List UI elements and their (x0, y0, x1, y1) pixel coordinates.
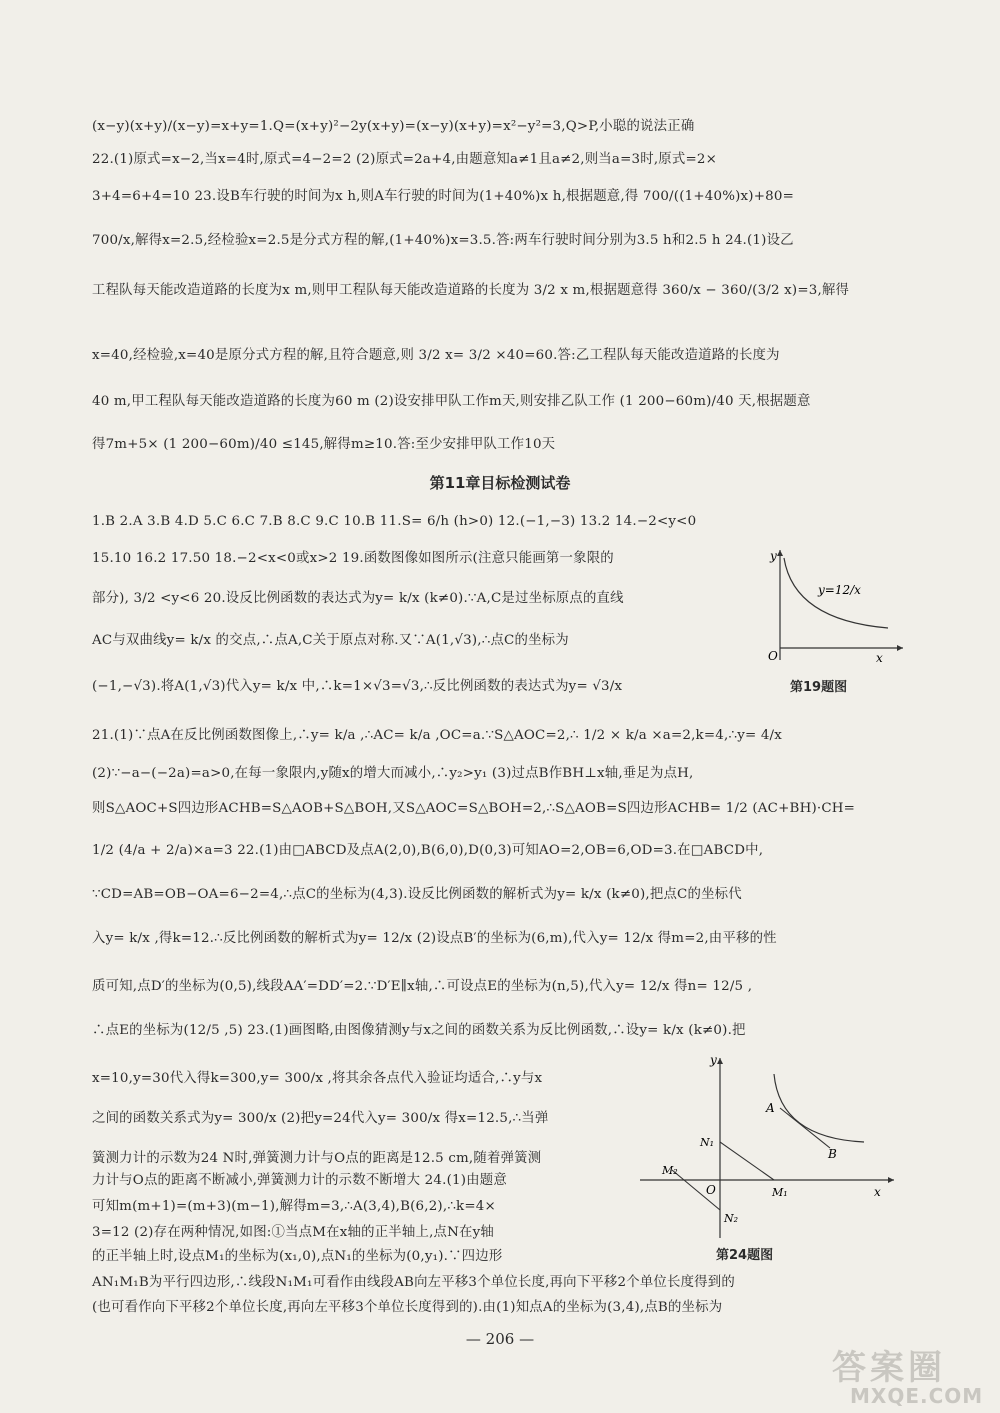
text-line: 40 m,甲工程队每天能改造道路的长度为60 m (2)设安排甲队工作m天,则安排乙队工作 (1 200−60m)/40 天,根据题意 (92, 394, 811, 409)
text-line: 3+4=6+4=10 23.设B车行驶的时间为x h,则A车行驶的时间为(1+40%)x h,根据题意,得 700/((1+40%)x)+80= (92, 189, 795, 204)
text-line: 的正半轴上时,设点M₁的坐标为(x₁,0),点N₁的坐标为(0,y₁).∵四边形 (92, 1249, 503, 1264)
text-line: (−1,−√3).将A(1,√3)代入y= k/x 中,∴k=1×√3=√3,∴反比例函数的表达式为y= √3/x (92, 679, 623, 694)
watermark-text: 答案圈 (832, 1348, 946, 1388)
y-axis-label: y (710, 1053, 717, 1067)
point-b-label: B (828, 1147, 837, 1161)
segment-n1m1 (720, 1142, 774, 1180)
figure-19-caption: 第19题图 (790, 680, 848, 695)
watermark-logo (810, 1340, 990, 1408)
text-line: 可知m(m+1)=(m+3)(m−1),解得m=3,∴A(3,4),B(6,2),∴k=4× (92, 1199, 496, 1214)
text-line: x=10,y=30代入得k=300,y= 300/x ,将其余各点代入验证均适合,∴y与x (92, 1071, 543, 1086)
figure-19 (758, 548, 908, 668)
text-line: 21.(1)∵点A在反比例函数图像上,∴y= k/a ,∴AC= k/a ,OC=a.∵S△AOC=2,∴ 1/2 × k/a ×a=2,k=4,∴y= 4/x (92, 728, 783, 743)
origin-label: O (768, 649, 778, 663)
point-m1-label: M₁ (772, 1186, 788, 1199)
point-m2-label: M₂ (662, 1164, 678, 1177)
text-line: AN₁M₁B为平行四边形,∴线段N₁M₁可看作由线段AB向左平移3个单位长度,再向下平移2个单位长度得到的 (92, 1275, 735, 1290)
y-axis-arrow (717, 1058, 723, 1064)
text-line: 之间的函数关系式为y= 300/x (2)把y=24代入y= 300/x 得x=12.5,∴当弹 (92, 1111, 549, 1126)
text-line: ∴点E的坐标为(12/5 ,5) 23.(1)画图略,由图像猜测y与x之间的函数关系为反比例函数,∴设y= k/x (k≠0).把 (92, 1023, 746, 1038)
text-line: 3=12 (2)存在两种情况,如图:①当点M在x轴的正半轴上,点N在y轴 (92, 1225, 494, 1240)
x-axis-arrow (897, 645, 903, 651)
x-axis-label: x (874, 1185, 881, 1199)
text-line: (x−y)(x+y)/(x−y)=x+y=1.Q=(x+y)²−2y(x+y)=(x−y)(x+y)=x²−y²=3,Q>P,小聪的说法正确 (92, 119, 695, 134)
y-axis-label: y (770, 549, 777, 563)
text-line: 质可知,点D′的坐标为(0,5),线段AA′=DD′=2.∵D′E∥x轴,∴可设点E的坐标为(n,5),代入y= 12/x 得n= 12/5 , (92, 979, 753, 994)
text-line: 1.B 2.A 3.B 4.D 5.C 6.C 7.B 8.C 9.C 10.B 11.S= 6/h (h>0) 12.(−1,−3) 13.2 14.−2<y<0 (92, 514, 697, 529)
text-line: 1/2 (4/a + 2/a)×a=3 22.(1)由□ABCD及点A(2,0),B(6,0),D(0,3)可知AO=2,OB=6,OD=3.在□ABCD中, (92, 843, 764, 858)
figure-24-caption: 第24题图 (716, 1248, 774, 1263)
x-axis-arrow (888, 1177, 894, 1183)
curve-label: y=12/x (818, 583, 861, 597)
point-n1-label: N₁ (700, 1136, 715, 1149)
text-line: 工程队每天能改造道路的长度为x m,则甲工程队每天能改造道路的长度为 3/2 x m,根据题意得 360/x − 360/(3/2 x)=3,解得 (92, 283, 850, 298)
text-line: 簧测力计的示数为24 N时,弹簧测力计与O点的距离是12.5 cm,随着弹簧测 (92, 1151, 542, 1166)
text-line: AC与双曲线y= k/x 的交点,∴点A,C关于原点对称.又∵A(1,√3),∴点C的坐标为 (92, 633, 569, 648)
text-line: 则S△AOC+S四边形ACHB=S△AOB+S△BOH,又S△AOC=S△BOH=2,∴S△AOB=S四边形ACHB= 1/2 (AC+BH)·CH= (92, 801, 856, 816)
text-line: 15.10 16.2 17.50 18.−2<x<0或x>2 19.函数图像如图所示(注意只能画第一象限的 (92, 551, 614, 566)
page-number: — 206 — (465, 1330, 535, 1348)
text-line: 入y= k/x ,得k=12.∴反比例函数的解析式为y= 12/x (2)设点B′的坐标为(6,m),代入y= 12/x 得m=2,由平移的性 (92, 931, 777, 946)
text-line: x=40,经检验,x=40是原分式方程的解,且符合题意,则 3/2 x= 3/2 ×40=60.答:乙工程队每天能改造道路的长度为 (92, 348, 780, 363)
segment-ab (780, 1108, 830, 1148)
origin-label: O (706, 1183, 716, 1197)
text-line: 22.(1)原式=x−2,当x=4时,原式=4−2=2 (2)原式=2a+4,由题意知a≠1且a≠2,则当a=3时,原式=2× (92, 152, 718, 167)
text-line: ∵CD=AB=OB−OA=6−2=4,∴点C的坐标为(4,3).设反比例函数的解析式为y= k/x (k≠0),把点C的坐标代 (92, 887, 742, 902)
watermark-url: MXQE.COM (850, 1384, 984, 1408)
text-line: 得7m+5× (1 200−60m)/40 ≤145,解得m≥10.答:至少安排甲队工作10天 (92, 437, 556, 452)
figure-24 (636, 1052, 900, 1242)
text-line: (也可看作向下平移2个单位长度,再向左平移3个单位长度得到的).由(1)知点A的坐标为(3,4),点B的坐标为 (92, 1300, 723, 1315)
section-title: 第11章目标检测试卷 (429, 474, 571, 492)
hyperbola-curve (774, 1074, 864, 1142)
text-line: (2)∵−a−(−2a)=a>0,在每一象限内,y随x的增大而减小,∴y₂>y₁ (3)过点B作BH⊥x轴,垂足为点H, (92, 766, 694, 781)
x-axis-label: x (876, 651, 883, 665)
text-line: 700/x,解得x=2.5,经检验x=2.5是分式方程的解,(1+40%)x=3.5.答:两车行驶时间分别为3.5 h和2.5 h 24.(1)设乙 (92, 233, 794, 248)
point-n2-label: N₂ (724, 1212, 739, 1225)
point-a-label: A (766, 1101, 775, 1115)
text-line: 力计与O点的距离不断减小,弹簧测力计的示数不断增大 24.(1)由题意 (92, 1173, 507, 1188)
text-line: 部分), 3/2 <y<6 20.设反比例函数的表达式为y= k/x (k≠0).∵A,C是过坐标原点的直线 (92, 591, 624, 606)
y-axis-arrow (777, 550, 783, 556)
